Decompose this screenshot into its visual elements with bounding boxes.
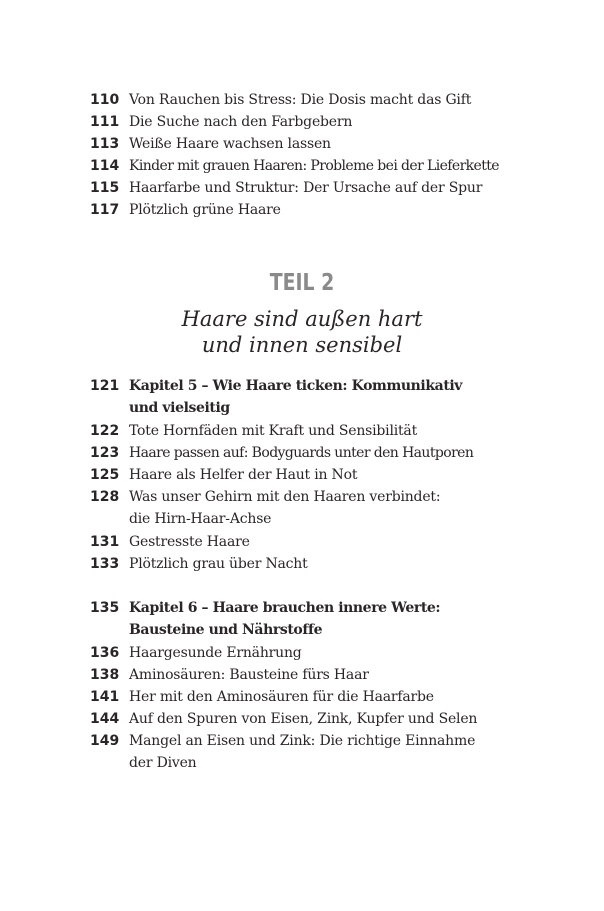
page-number: 138 [90, 667, 120, 683]
entry-title: Her mit den Aminosäuren für die Haarfarbe [129, 689, 434, 705]
page-number: 141 [90, 689, 120, 705]
toc-entry [90, 730, 530, 774]
entry-title: Plötzlich grüne Haare [129, 202, 281, 218]
page-number: 113 [90, 136, 120, 152]
page-number: 133 [90, 556, 120, 572]
page-number: 144 [90, 711, 120, 727]
toc-entry [90, 89, 530, 111]
toc-entry [90, 442, 530, 464]
page-number: 121 [90, 378, 120, 394]
entry-title: Haargesunde Ernährung [129, 645, 302, 661]
page-number: 123 [90, 445, 120, 461]
part-title-line1: Haare sind außen hart [181, 307, 423, 331]
entry-title: Tote Hornfäden mit Kraft und Sensibilität [129, 423, 418, 439]
toc-entry [90, 708, 530, 730]
page-number: 117 [90, 202, 120, 218]
toc-entry [90, 420, 530, 442]
toc-entry [90, 686, 530, 708]
entry-title: Haarfarbe und Struktur: Der Ursache auf der Spur [129, 180, 483, 196]
page-number: 131 [90, 534, 120, 550]
toc-entry [90, 177, 530, 199]
chapter-heading [90, 375, 530, 419]
chapter-title-line: Bausteine und Nährstoffe [129, 622, 323, 638]
chapter-heading [90, 597, 530, 641]
toc-entry [90, 553, 530, 575]
entry-title: Plötzlich grau über Nacht [129, 556, 308, 572]
entry-title: Aminosäuren: Bausteine fürs Haar [129, 667, 369, 683]
toc-entry [90, 486, 530, 530]
page-number: 125 [90, 467, 120, 483]
toc-entry [90, 642, 530, 664]
toc-entry [90, 199, 530, 221]
entry-title: Was unser Gehirn mit den Haaren verbindet: [129, 489, 441, 505]
page-number: 136 [90, 645, 120, 661]
toc-entry [90, 133, 530, 155]
toc-entry [90, 664, 530, 686]
entry-title: Auf den Spuren von Eisen, Zink, Kupfer und Selen [129, 711, 478, 727]
entry-title: Haare als Helfer der Haut in Not [129, 467, 358, 483]
entry-title: Weiße Haare wachsen lassen [129, 136, 331, 152]
page-number: 135 [90, 600, 120, 616]
entry-title: Kinder mit grauen Haaren: Probleme bei der Lieferkette [129, 158, 499, 174]
toc-entry [90, 531, 530, 553]
page-number: 115 [90, 180, 120, 196]
entry-title: Von Rauchen bis Stress: Die Dosis macht das Gift [129, 92, 472, 108]
chapter-title-line: und vielseitig [129, 400, 230, 416]
entry-title: die Hirn-Haar-Achse [129, 511, 272, 527]
entry-title: Die Suche nach den Farbgebern [129, 114, 353, 130]
part-label: TEIL 2 [269, 270, 335, 296]
page-number: 122 [90, 423, 120, 439]
entry-title: Gestresste Haare [129, 534, 250, 550]
chapter-title-line: Kapitel 5 – Wie Haare ticken: Kommunikativ [129, 378, 463, 394]
page-number: 128 [90, 489, 120, 505]
toc-entry [90, 111, 530, 133]
page-number: 110 [90, 92, 120, 108]
entry-title: Haare passen auf: Bodyguards unter den Hautporen [129, 445, 474, 461]
entry-title: der Diven [129, 755, 197, 771]
page-number: 114 [90, 158, 120, 174]
page-number: 149 [90, 733, 120, 749]
toc-entry [90, 464, 530, 486]
toc-entry [90, 155, 530, 177]
page-number: 111 [90, 114, 120, 130]
part-title-line2: und innen sensibel [201, 333, 403, 357]
entry-title: Mangel an Eisen und Zink: Die richtige Einnahme [129, 733, 476, 749]
chapter-title-line: Kapitel 6 – Haare brauchen innere Werte: [129, 600, 441, 616]
